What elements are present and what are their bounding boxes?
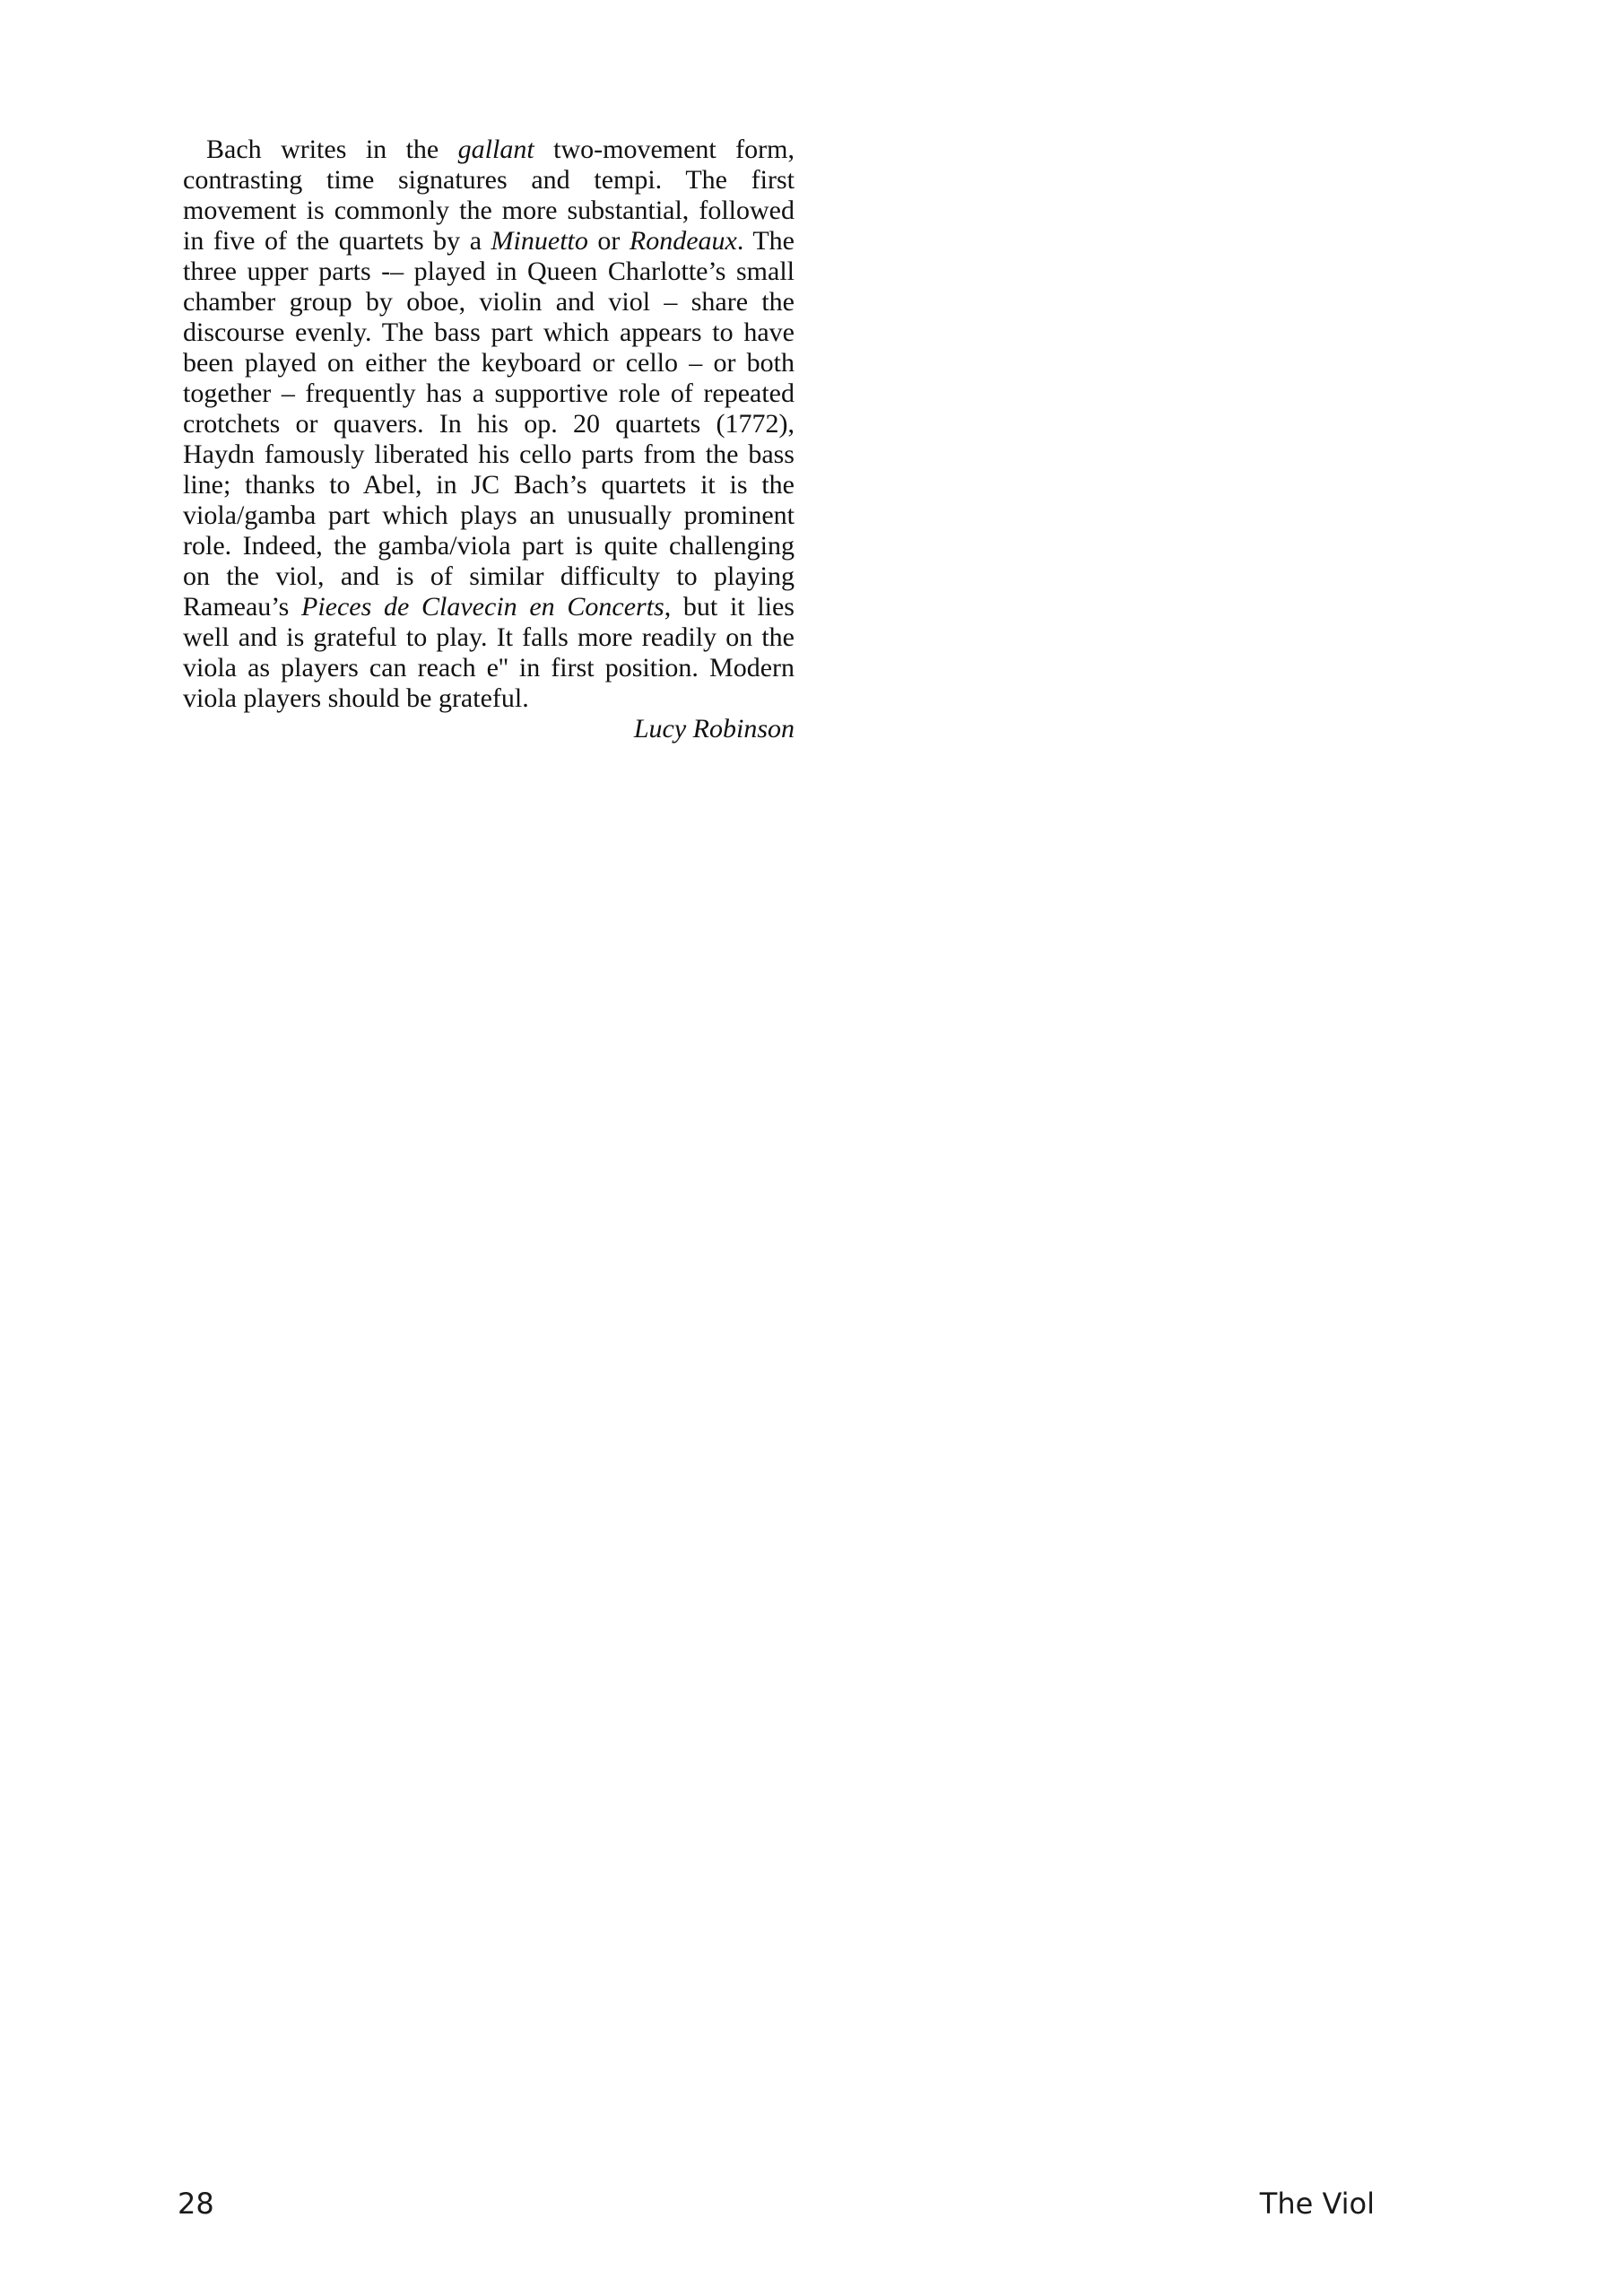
text-run: . The three upper parts -– played in Queen Charlotte’s small chamber group by oboe, violin and viol – share the discourse evenly. The bass part which appears to have been played on either the keyboard or cello – or both together – frequently has a supportive role of repeated crotchets or quavers. In his op. 20 quartets (1772), Haydn famously liberated his cello parts from the bass line; thanks to Abel, in JC Bach’s quartets it is the viola/gamba part which plays an unusually prominent role. Indeed, the gamba/viola part is quite challenging on the viol, and is of similar difficulty to playing Rameau’s (183, 226, 795, 622)
article-paragraph (183, 135, 795, 714)
text-run: , but it lies well and is grateful to play. It falls more readily on the viola as players can reach e'' in first position. Modern viola players should be grateful. (183, 592, 795, 713)
text-run: Bach writes in the (206, 135, 458, 164)
text-run: or (587, 226, 630, 256)
text-run: two-movement form, contrasting time signatures and tempi. The first movement is commonly the more substantial, followed in five of the quartets by a (183, 135, 795, 256)
italic-term-rondeaux: Rondeaux (629, 226, 737, 256)
italic-term-minuetto: Minuetto (491, 226, 588, 256)
publication-title: The Viol (1259, 2187, 1375, 2221)
italic-term-gallant: gallant (457, 135, 534, 164)
italic-title-pieces-de-clavecin: Pieces de Clavecin en Concerts (301, 592, 664, 622)
page-number: 28 (178, 2187, 214, 2221)
author-credit: Lucy Robinson (633, 714, 795, 744)
article-body (183, 135, 795, 744)
